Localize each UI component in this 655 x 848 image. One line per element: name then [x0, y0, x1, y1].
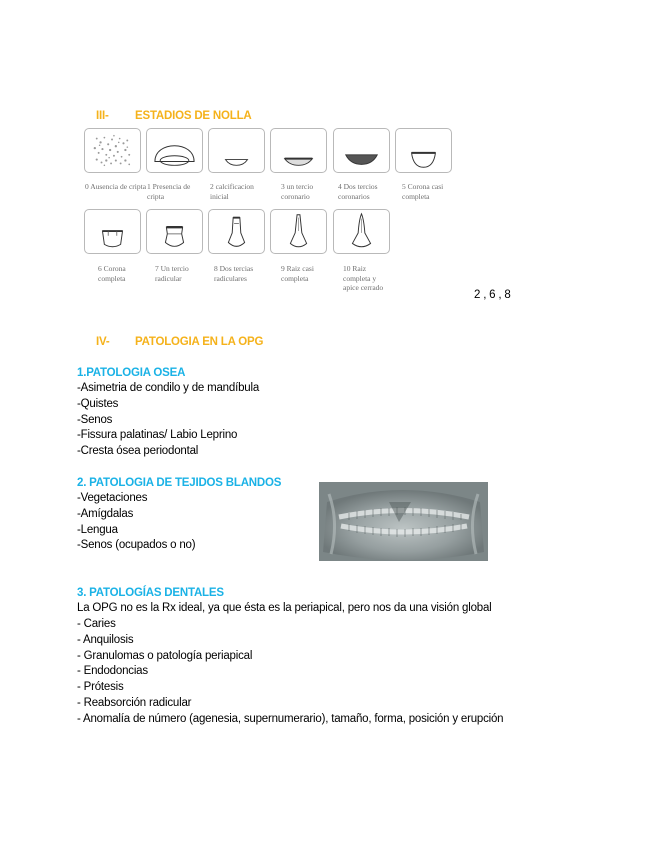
stage-0-illustration [84, 128, 141, 173]
section-number: IV- [96, 336, 110, 348]
dentales-intro: La OPG no es la Rx ideal, ya que ésta es la periapical, pero nos da una visión global [77, 602, 492, 614]
list-item: - Anomalía de número (agenesia, supernumerario), tamaño, forma, posición y erupción [77, 712, 504, 725]
list-item: - Caries [77, 618, 116, 630]
list-item: -Senos (ocupados o no) [77, 539, 196, 552]
subsection-title-osea: 1.PATOLOGIA OSEA [77, 367, 186, 379]
stage-7-illustration [146, 209, 203, 254]
stage-3-caption: 3 un tercio coronario [281, 182, 314, 201]
stage-5-illustration [395, 128, 452, 173]
list-item: - Granulomas o patología periapical [77, 649, 253, 662]
section-title: PATOLOGIA EN LA OPG [135, 336, 264, 348]
subsection-title-dentales: 3. PATOLOGÍAS DENTALES [77, 587, 224, 599]
stage-7-caption: 7 Un tercio radicular [155, 264, 189, 283]
stage-2-illustration [208, 128, 265, 173]
one-third-crown-icon [271, 129, 326, 172]
crypt-absent-icon [85, 129, 140, 172]
subsection-title-blandos: 2. PATOLOGIA DE TEJIDOS BLANDOS [77, 477, 282, 489]
list-item: -Vegetaciones [77, 492, 148, 504]
side-note: 2 , 6 , 8 [474, 289, 511, 301]
list-item: - Reabsorción radicular [77, 696, 192, 709]
stage-6-caption: 6 Corona completa [98, 264, 126, 283]
list-item: - Endodoncias [77, 665, 148, 678]
stage-0-caption: 0 Ausencia de cripta [85, 182, 147, 191]
dentales-list [77, 617, 503, 728]
osea-list [77, 381, 259, 460]
crown-complete-icon [85, 210, 140, 253]
stage-3-illustration [270, 128, 327, 173]
stage-8-illustration [208, 209, 265, 254]
crown-almost-complete-icon [396, 129, 451, 172]
root-complete-apex-closed-icon [334, 210, 389, 253]
initial-calcification-icon [209, 129, 264, 172]
stage-2-caption: 2 calcificacion inicial [210, 182, 254, 201]
list-item: -Senos [77, 413, 113, 426]
panoramic-xray-icon [319, 482, 488, 561]
stage-4-caption: 4 Dos tercios coronarios [338, 182, 378, 201]
root-almost-complete-icon [271, 210, 326, 253]
two-thirds-crown-icon [334, 129, 389, 172]
stage-5-caption: 5 Corona casi completa [402, 182, 444, 201]
stage-9-caption: 9 Raiz casi completa [281, 264, 314, 283]
list-item: -Quistes [77, 397, 119, 410]
list-item: - Prótesis [77, 681, 124, 694]
stage-4-illustration [333, 128, 390, 173]
stage-10-caption: 10 Raiz completa y apice cerrado [343, 264, 384, 292]
one-third-root-icon [147, 210, 202, 253]
two-thirds-root-icon [209, 210, 264, 253]
list-item: -Asimetria de condilo y de mandíbula [77, 382, 260, 394]
section-title: ESTADIOS DE NOLLA [135, 110, 252, 122]
stage-1-illustration [146, 128, 203, 173]
stage-10-illustration [333, 209, 390, 254]
stage-1-caption: 1 Presencia de cripta [147, 182, 191, 201]
list-item: -Lengua [77, 523, 118, 536]
stage-9-illustration [270, 209, 327, 254]
section-number: III- [96, 110, 109, 122]
opg-radiograph-image [319, 482, 488, 561]
stage-6-illustration [84, 209, 141, 254]
list-item: -Amígdalas [77, 507, 134, 520]
list-item: -Fissura palatinas/ Labio Leprino [77, 429, 238, 442]
crypt-present-icon [147, 129, 202, 172]
list-item: - Anquilosis [77, 633, 134, 646]
list-item: -Cresta ósea periodontal [77, 445, 199, 458]
blandos-list [77, 491, 195, 554]
stage-8-caption: 8 Dos tercias radiculares [214, 264, 254, 283]
